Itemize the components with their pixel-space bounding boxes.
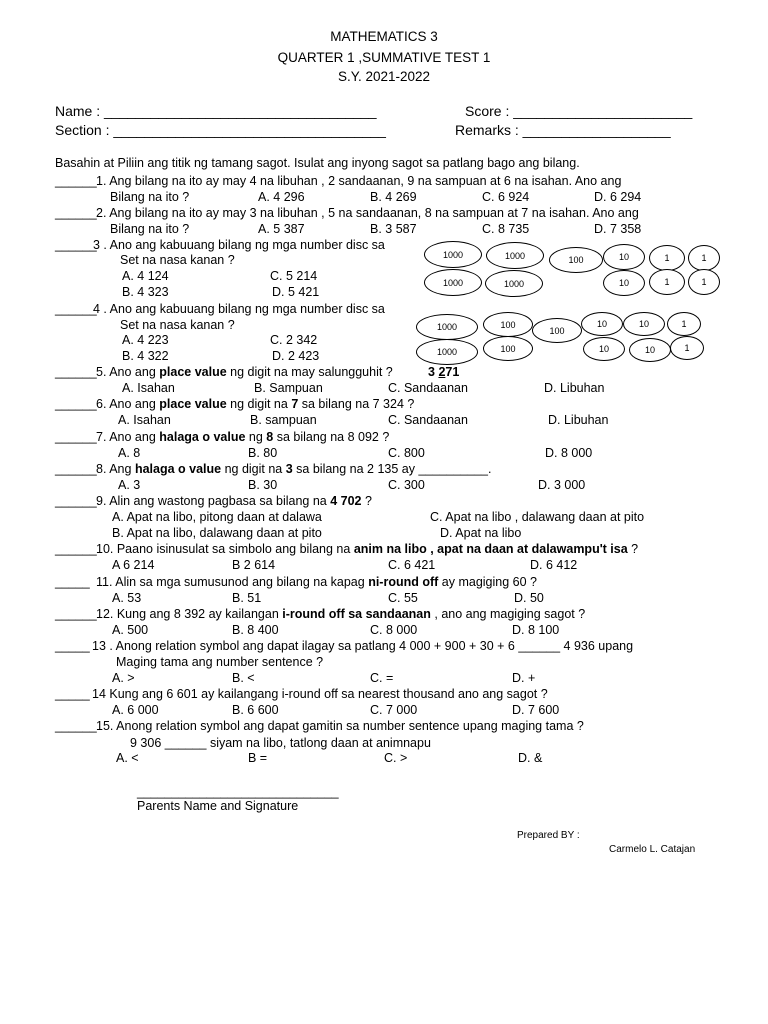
choice-c: C. 7 000 <box>370 703 418 717</box>
choice-a: A. Isahan <box>122 381 175 395</box>
choice-a: A. 500 <box>112 623 149 637</box>
answer-blank[interactable]: ______ <box>55 365 97 379</box>
choice-d: D. 7 600 <box>512 703 560 717</box>
choice-b: B. 4 323 <box>122 285 169 299</box>
choice-a: A. 6 000 <box>112 703 159 717</box>
choice-c: C. 8 000 <box>370 623 418 637</box>
question-text: 7. Ano ang halaga o value ng 8 sa bilang na 8 092 ? <box>96 430 390 444</box>
answer-blank[interactable]: ______ <box>55 238 97 252</box>
question-9 <box>0 493 768 509</box>
choice-d: D. 8 000 <box>545 446 593 460</box>
number-disc: 10 <box>581 312 623 336</box>
answer-blank[interactable]: ______ <box>55 174 97 188</box>
question-15-line2 <box>0 735 768 751</box>
question-14 <box>0 686 768 702</box>
answer-blank[interactable]: ______ <box>55 494 97 508</box>
question-6 <box>0 396 768 412</box>
choice-a: A 6 214 <box>112 558 155 572</box>
number-disc: 100 <box>532 318 582 343</box>
question-text: 6. Ano ang place value ng digit na 7 sa bilang na 7 324 ? <box>96 397 415 411</box>
remarks-field[interactable]: Remarks : ___________________ <box>455 122 671 138</box>
choice-d: D. Libuhan <box>544 381 605 395</box>
question-5-choices <box>0 380 768 396</box>
question-8 <box>0 461 768 477</box>
number-disc: 1 <box>649 245 685 271</box>
answer-blank[interactable]: ______ <box>55 462 97 476</box>
choice-d: D. Apat na libo <box>440 526 522 540</box>
number-disc: 1000 <box>424 269 482 296</box>
question-15 <box>0 718 768 734</box>
choice-d: D. 3 000 <box>538 478 586 492</box>
choice-b: B. 30 <box>248 478 278 492</box>
choice-b: B. 4 322 <box>122 349 169 363</box>
choice-c: C. = <box>370 671 394 685</box>
choice-c: C. 6 924 <box>482 190 530 204</box>
school-year: S.Y. 2021-2022 <box>337 69 431 84</box>
question-text: 14 Kung ang 6 601 ay kailangang i-round off sa nearest thousand ano ang sagot ? <box>92 687 548 701</box>
number-disc: 100 <box>483 312 533 337</box>
instructions: Basahin at Piliin ang titik ng tamang sagot. Isulat ang inyong sagot sa patlang bago ang bilang. <box>55 156 580 170</box>
choice-c: C. 300 <box>388 478 425 492</box>
number-disc: 1000 <box>416 314 478 340</box>
answer-blank[interactable]: ______ <box>55 542 97 556</box>
number-disc: 10 <box>583 337 625 361</box>
question-text: 5. Ano ang place value ng digit na may salungguhit ? <box>96 365 393 379</box>
question-5 <box>0 364 768 380</box>
number-disc: 100 <box>549 247 603 273</box>
answer-blank[interactable]: _____ <box>55 639 90 653</box>
choice-c: C. 5 214 <box>270 269 318 283</box>
answer-blank[interactable]: _____ <box>55 687 90 701</box>
question-11-choices <box>0 590 768 606</box>
question-13-line2 <box>0 654 768 670</box>
choice-a: A. 4 223 <box>122 333 169 347</box>
choice-a: A. 8 <box>118 446 141 460</box>
number-disc: 1000 <box>485 270 543 297</box>
question-text: Bilang na ito ? <box>110 222 190 236</box>
question-13 <box>0 638 768 654</box>
signature-label: Parents Name and Signature <box>137 799 299 813</box>
question-text: Maging tama ang number sentence ? <box>116 655 324 669</box>
number-disc: 10 <box>603 244 645 270</box>
choice-b: B. 8 400 <box>232 623 279 637</box>
choice-b: B. 80 <box>248 446 278 460</box>
section-field[interactable]: Section : ___________________________________ <box>55 122 386 138</box>
answer-blank[interactable]: ______ <box>55 397 97 411</box>
choice-b: B. sampuan <box>250 413 317 427</box>
choice-d: D. Libuhan <box>548 413 609 427</box>
choice-b: B. < <box>232 671 255 685</box>
answer-blank[interactable]: ______ <box>55 302 97 316</box>
choice-c: C. Sandaanan <box>388 413 468 427</box>
name-field[interactable]: Name : ___________________________________ <box>55 103 377 119</box>
choice-c: C. Sandaanan <box>388 381 468 395</box>
question-text: 1. Ang bilang na ito ay may 4 na libuhan , 2 sandaanan, 9 na sampuan at 6 na isahan. Ano ang <box>96 174 622 188</box>
choice-a: A. 3 <box>118 478 141 492</box>
choice-b: B 2 614 <box>232 558 276 572</box>
choice-d: D. 2 423 <box>272 349 320 363</box>
choice-c: C. 6 421 <box>388 558 436 572</box>
choice-d: D. 8 100 <box>512 623 560 637</box>
question-9-choices-row2 <box>0 525 768 541</box>
answer-blank[interactable]: ______ <box>55 430 97 444</box>
author-name: Carmelo L. Catajan <box>609 844 696 855</box>
choice-b: B. 3 587 <box>370 222 417 236</box>
number-disc: 10 <box>603 270 645 296</box>
choice-a: A. 4 124 <box>122 269 169 283</box>
choice-b: B. Sampuan <box>254 381 323 395</box>
choice-d: D. 50 <box>514 591 544 605</box>
choice-c: C. > <box>384 751 408 765</box>
choice-d: D. + <box>512 671 536 685</box>
number-disc: 1 <box>688 245 720 271</box>
choice-a: A. 4 296 <box>258 190 305 204</box>
choice-a: A. > <box>112 671 135 685</box>
answer-blank[interactable]: ______ <box>55 719 97 733</box>
choice-c: C. 2 342 <box>270 333 318 347</box>
choice-d: D. 7 358 <box>594 222 642 236</box>
question-text: 15. Anong relation symbol ang dapat gamitin sa number sentence upang maging tama ? <box>96 719 584 733</box>
question-8-choices <box>0 477 768 493</box>
question-text: 3 . Ano ang kabuuang bilang ng mga number disc sa <box>93 238 385 252</box>
choice-c: C. 8 735 <box>482 222 530 236</box>
choice-a: A. < <box>116 751 139 765</box>
question-text: 2. Ang bilang na ito ay may 3 na libuhan , 5 na sandaanan, 8 na sampuan at 7 na isahan. Ano ang <box>96 206 639 220</box>
choice-a: A. Isahan <box>118 413 171 427</box>
question-13-choices <box>0 670 768 686</box>
question-12 <box>0 606 768 622</box>
question-text: 4 . Ano ang kabuuang bilang ng mga number disc sa <box>93 302 385 316</box>
question-2 <box>0 205 768 221</box>
question-2-choices <box>0 221 768 237</box>
question-7 <box>0 429 768 445</box>
choice-d: D. 6 294 <box>594 190 642 204</box>
question-text: 9 306 ______ siyam na libo, tatlong daan at animnapu <box>130 736 431 750</box>
number-disc: 10 <box>629 338 671 362</box>
question-14-choices <box>0 702 768 718</box>
number-disc: 10 <box>623 312 665 336</box>
question-text: 10. Paano isinusulat sa simbolo ang bilang na anim na libo , apat na daan at dalawampu't isa ? <box>96 542 639 556</box>
question-11 <box>0 574 768 590</box>
answer-blank[interactable]: ______ <box>55 607 97 621</box>
question-6-choices <box>0 412 768 428</box>
question-1-choices <box>0 189 768 205</box>
question-15-choices <box>0 750 768 766</box>
number-disc: 1 <box>688 269 720 295</box>
answer-blank[interactable]: ______ <box>55 206 97 220</box>
prepared-by-label: Prepared BY : <box>517 830 580 841</box>
choice-b: B. Apat na libo, dalawang daan at pito <box>112 526 322 540</box>
subject-title: MATHEMATICS 3 <box>330 29 438 44</box>
question-text: Bilang na ito ? <box>110 190 190 204</box>
signature-line[interactable]: _____________________________ <box>137 785 339 799</box>
question-10-choices <box>0 557 768 573</box>
choice-c: C. 800 <box>388 446 425 460</box>
choice-c: C. 55 <box>388 591 418 605</box>
choice-d: D. 5 421 <box>272 285 320 299</box>
question-1 <box>0 173 768 189</box>
question-text: 8. Ang halaga o value ng digit na 3 sa bilang na 2 135 ay __________. <box>96 462 492 476</box>
question-text: Set na nasa kanan ? <box>120 318 235 332</box>
choice-a: A. Apat na libo, pitong daan at dalawa <box>112 510 322 524</box>
number-disc: 1 <box>667 312 701 336</box>
number-disc: 1 <box>649 269 685 295</box>
question-text: 13 . Anong relation symbol ang dapat ilagay sa patlang 4 000 + 900 + 30 + 6 ______ 4 936 upang <box>92 639 634 653</box>
choice-d: D. 6 412 <box>530 558 578 572</box>
question-number: 3 271 <box>428 365 460 379</box>
question-text: Set na nasa kanan ? <box>120 253 235 267</box>
score-field[interactable]: Score : _______________________ <box>465 103 693 119</box>
choice-b: B. 6 600 <box>232 703 279 717</box>
choice-b: B. 51 <box>232 591 262 605</box>
choice-c: C. Apat na libo , dalawang daan at pito <box>430 510 645 524</box>
question-12-choices <box>0 622 768 638</box>
number-disc: 1000 <box>416 339 478 365</box>
choice-d: D. & <box>518 751 543 765</box>
question-text: 9. Alin ang wastong pagbasa sa bilang na 4 702 ? <box>96 494 372 508</box>
number-disc: 1000 <box>486 242 544 269</box>
question-text: 11. Alin sa mga sumusunod ang bilang na kapag ni-round off ay magiging 60 ? <box>96 575 537 589</box>
question-text: 12. Kung ang 8 392 ay kailangan i-round off sa sandaanan , ano ang magiging sagot ? <box>96 607 586 621</box>
choice-a: A. 53 <box>112 591 142 605</box>
question-9-choices-row1 <box>0 509 768 525</box>
choice-b: B. 4 269 <box>370 190 417 204</box>
question-10 <box>0 541 768 557</box>
number-disc: 100 <box>483 336 533 361</box>
test-title: QUARTER 1 ,SUMMATIVE TEST 1 <box>277 50 491 65</box>
choice-a: A. 5 387 <box>258 222 305 236</box>
number-disc: 1 <box>670 336 704 360</box>
number-disc: 1000 <box>424 241 482 268</box>
question-7-choices <box>0 445 768 461</box>
answer-blank[interactable]: _____ <box>55 575 90 589</box>
choice-b: B = <box>248 751 268 765</box>
